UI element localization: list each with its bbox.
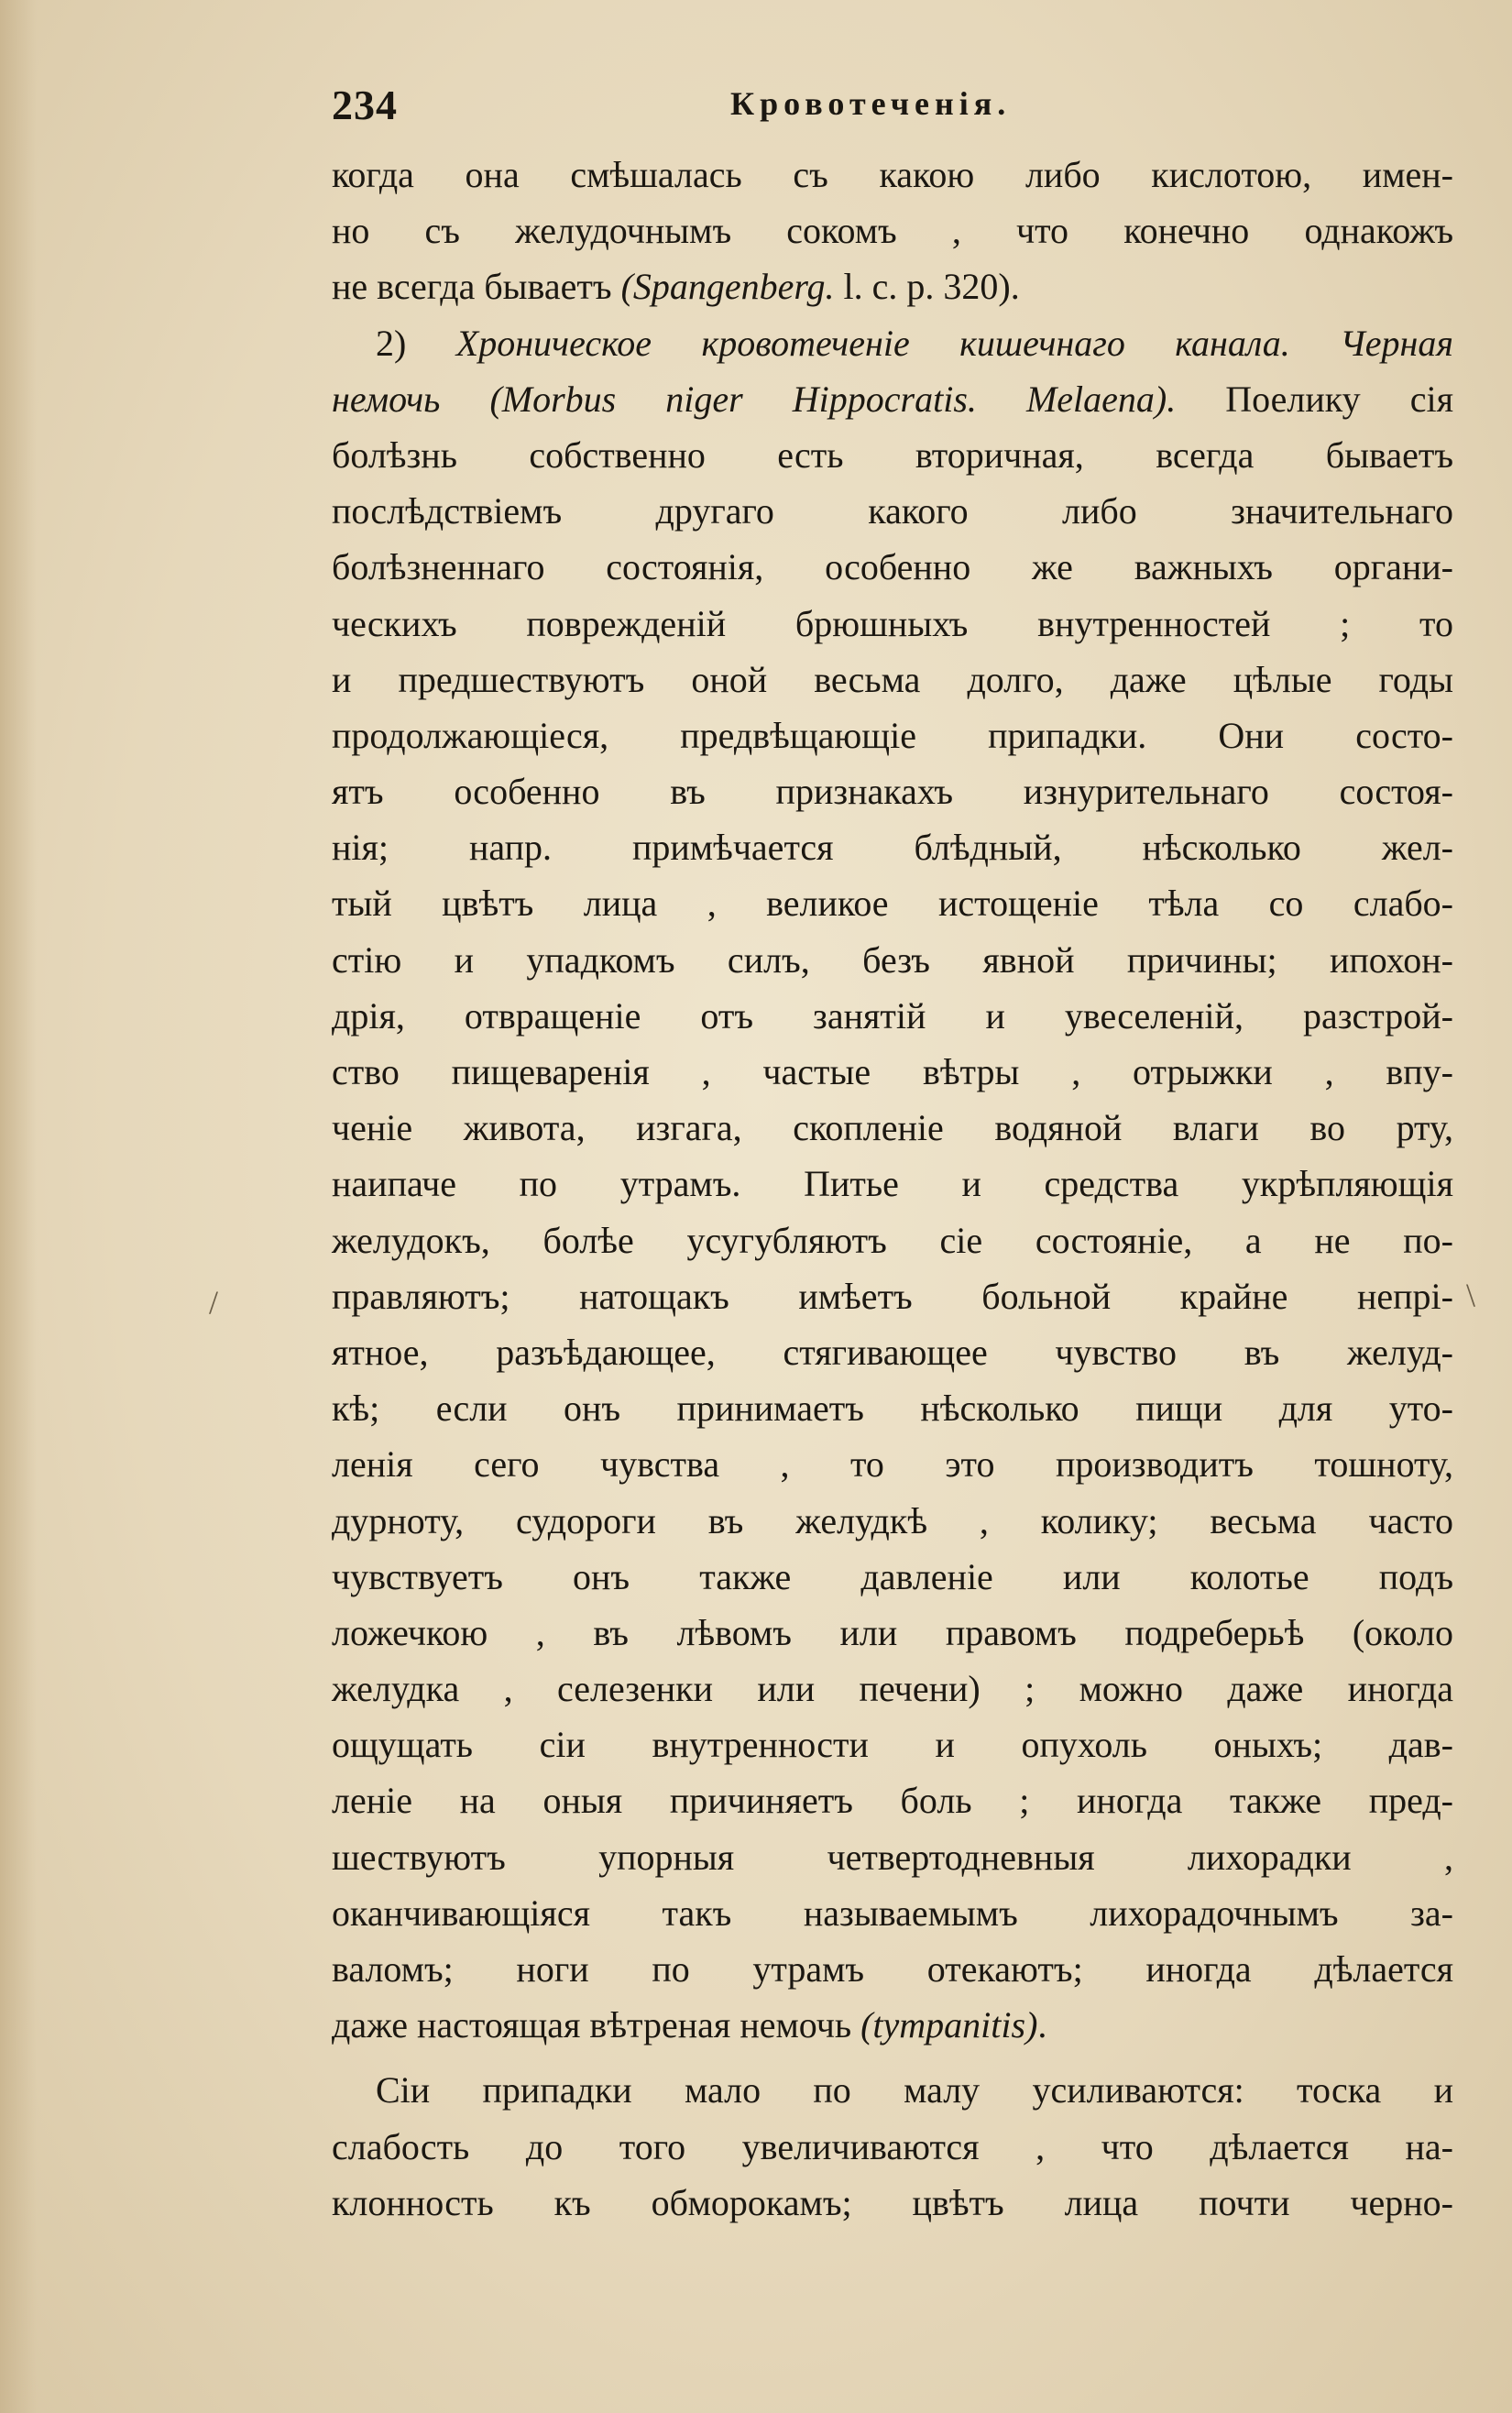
- line-text: оканчивающіяся такъ называемымъ лихорадочнымъ за-: [332, 1892, 1453, 1934]
- text-line: [332, 1324, 1453, 1380]
- page-header: [332, 81, 1453, 136]
- text-line: [332, 1997, 1453, 2053]
- text-line: [332, 1212, 1453, 1268]
- text-line: [332, 258, 1453, 314]
- page-edge-shadow: [0, 0, 37, 2413]
- text-line: [332, 1044, 1453, 1100]
- line-text: продолжающіеся, предвѣщающіе припадки. Они состо-: [332, 714, 1453, 756]
- line-text: Поелику сія: [1176, 378, 1453, 420]
- text-line: [332, 1100, 1453, 1156]
- page-number: 234: [332, 82, 398, 128]
- line-text: ятъ особенно въ признакахъ изнурительнаго состоя-: [332, 771, 1453, 813]
- line-text: дрія, отвращеніе отъ занятій и увеселеній, разстрой-: [332, 994, 1453, 1036]
- text-line: [332, 147, 1453, 203]
- text-line: [332, 596, 1453, 652]
- line-text: не всегда бываетъ: [332, 266, 621, 308]
- text-line: [332, 1661, 1453, 1717]
- line-text: ство пищеваренія , частые вѣтры , отрыжки , впу-: [332, 1051, 1453, 1092]
- line-text: ощущать сіи внутренности и опухоль оныхъ; дав-: [332, 1724, 1453, 1766]
- text-line: [332, 932, 1453, 988]
- line-text: .: [1037, 2004, 1047, 2046]
- line-text: тый цвѣтъ лица , великое истощеніе тѣла со слабо-: [332, 883, 1453, 925]
- text-line: [332, 763, 1453, 819]
- text-line: [332, 539, 1453, 595]
- line-text: 2): [376, 322, 456, 364]
- italic-text: (tympanitis): [860, 2004, 1038, 2046]
- text-line: [332, 2119, 1453, 2175]
- text-line: [332, 1829, 1453, 1885]
- line-text: Сіи припадки мало по малу усиливаются: тоска и: [376, 2069, 1453, 2111]
- line-text: болѣзненнаго состоянія, особенно же важныхъ органи-: [332, 546, 1453, 588]
- italic-text: Хроническое кровотеченіе кишечнаго канала. Черная: [455, 322, 1453, 364]
- line-text: но съ желудочнымъ сокомъ , что конечно однакожъ: [332, 210, 1453, 252]
- margin-mark-right: \: [1466, 1277, 1476, 1313]
- line-text: ленія сего чувства , то это производитъ тошноту,: [332, 1443, 1453, 1486]
- line-text: когда она смѣшалась съ какою либо кислотою, имен-: [332, 154, 1453, 195]
- line-text: кѣ; если онъ принимаетъ нѣсколько пищи для уто-: [332, 1387, 1453, 1430]
- text-line: [332, 707, 1453, 763]
- text-line: [332, 2175, 1453, 2231]
- text-line: [332, 1436, 1453, 1492]
- text-line: [332, 1605, 1453, 1661]
- text-line: [332, 1549, 1453, 1605]
- line-text: ложечкою , въ лѣвомъ или правомъ подреберьѣ (около: [332, 1611, 1453, 1653]
- line-text: l. c. p. 320).: [834, 266, 1020, 308]
- text-line: [332, 1941, 1453, 1997]
- text-line: [332, 875, 1453, 931]
- line-text: дурноту, судороги въ желудкѣ , колику; весьма часто: [332, 1499, 1453, 1541]
- line-text: ченіе живота, изгага, скопленіе водяной влаги во рту,: [332, 1107, 1453, 1149]
- line-text: послѣдствіемъ другаго какого либо значительнаго: [332, 490, 1453, 532]
- line-text: нія; напр. примѣчается блѣдный, нѣсколько жел-: [332, 827, 1453, 869]
- line-text: наипаче по утрамъ. Питье и средства укрѣпляющія: [332, 1163, 1453, 1205]
- line-text: валомъ; ноги по утрамъ отекаютъ; иногда дѣлается: [332, 1948, 1453, 1990]
- body-text: [332, 147, 1453, 2231]
- text-line: [332, 819, 1453, 875]
- text-line: [332, 315, 1453, 371]
- line-text: стію и упадкомъ силъ, безъ явной причины; ипохон-: [332, 938, 1453, 981]
- line-text: и предшествуютъ оной весьма долго, даже цѣлые годы: [332, 658, 1453, 700]
- line-text: правляютъ; натощакъ имѣетъ больной крайне непрі-: [332, 1275, 1453, 1317]
- text-line: [332, 1268, 1453, 1324]
- text-line: [332, 1772, 1453, 1828]
- line-text: слабость до того увеличиваются , что дѣлается на-: [332, 2125, 1453, 2167]
- text-line: [332, 1380, 1453, 1436]
- line-text: чувствуетъ онъ также давленіе или колотье подъ: [332, 1555, 1453, 1597]
- text-line: [332, 652, 1453, 707]
- margin-mark-left: /: [209, 1284, 219, 1321]
- text-line: [332, 2062, 1453, 2118]
- line-text: даже настоящая вѣтреная немочь: [332, 2004, 861, 2046]
- text-line: [332, 1717, 1453, 1772]
- line-text: ятное, разъѣдающее, стягивающее чувство въ желуд-: [332, 1331, 1453, 1373]
- text-line: [332, 427, 1453, 483]
- running-head: Кровотеченія.: [730, 85, 1012, 122]
- text-line: [332, 483, 1453, 539]
- line-text: желудокъ, болѣе усугубляютъ сіе состояніе, а не по-: [332, 1219, 1453, 1261]
- line-text: болѣзнь собственно есть вторичная, всегда бываетъ: [332, 433, 1453, 476]
- text-line: [332, 1885, 1453, 1941]
- text-line: [332, 371, 1453, 427]
- line-text: шествуютъ упорныя четвертодневныя лихорадки ,: [332, 1836, 1453, 1878]
- line-text: желудка , селезенки или печени) ; можно даже иногда: [332, 1668, 1453, 1710]
- italic-text: немочь (Morbus niger Hippocratis. Melaena).: [332, 378, 1177, 420]
- text-line: [332, 1156, 1453, 1212]
- italic-text: (Spangenberg.: [620, 266, 835, 308]
- text-line: [332, 1493, 1453, 1549]
- text-line: [332, 988, 1453, 1044]
- line-text: клонность къ обморокамъ; цвѣтъ лица почти черно-: [332, 2181, 1453, 2223]
- text-line: [332, 203, 1453, 258]
- line-text: ческихъ поврежденій брюшныхъ внутренностей ; то: [332, 602, 1453, 644]
- line-text: леніе на оныя причиняетъ боль ; иногда также пред-: [332, 1780, 1453, 1822]
